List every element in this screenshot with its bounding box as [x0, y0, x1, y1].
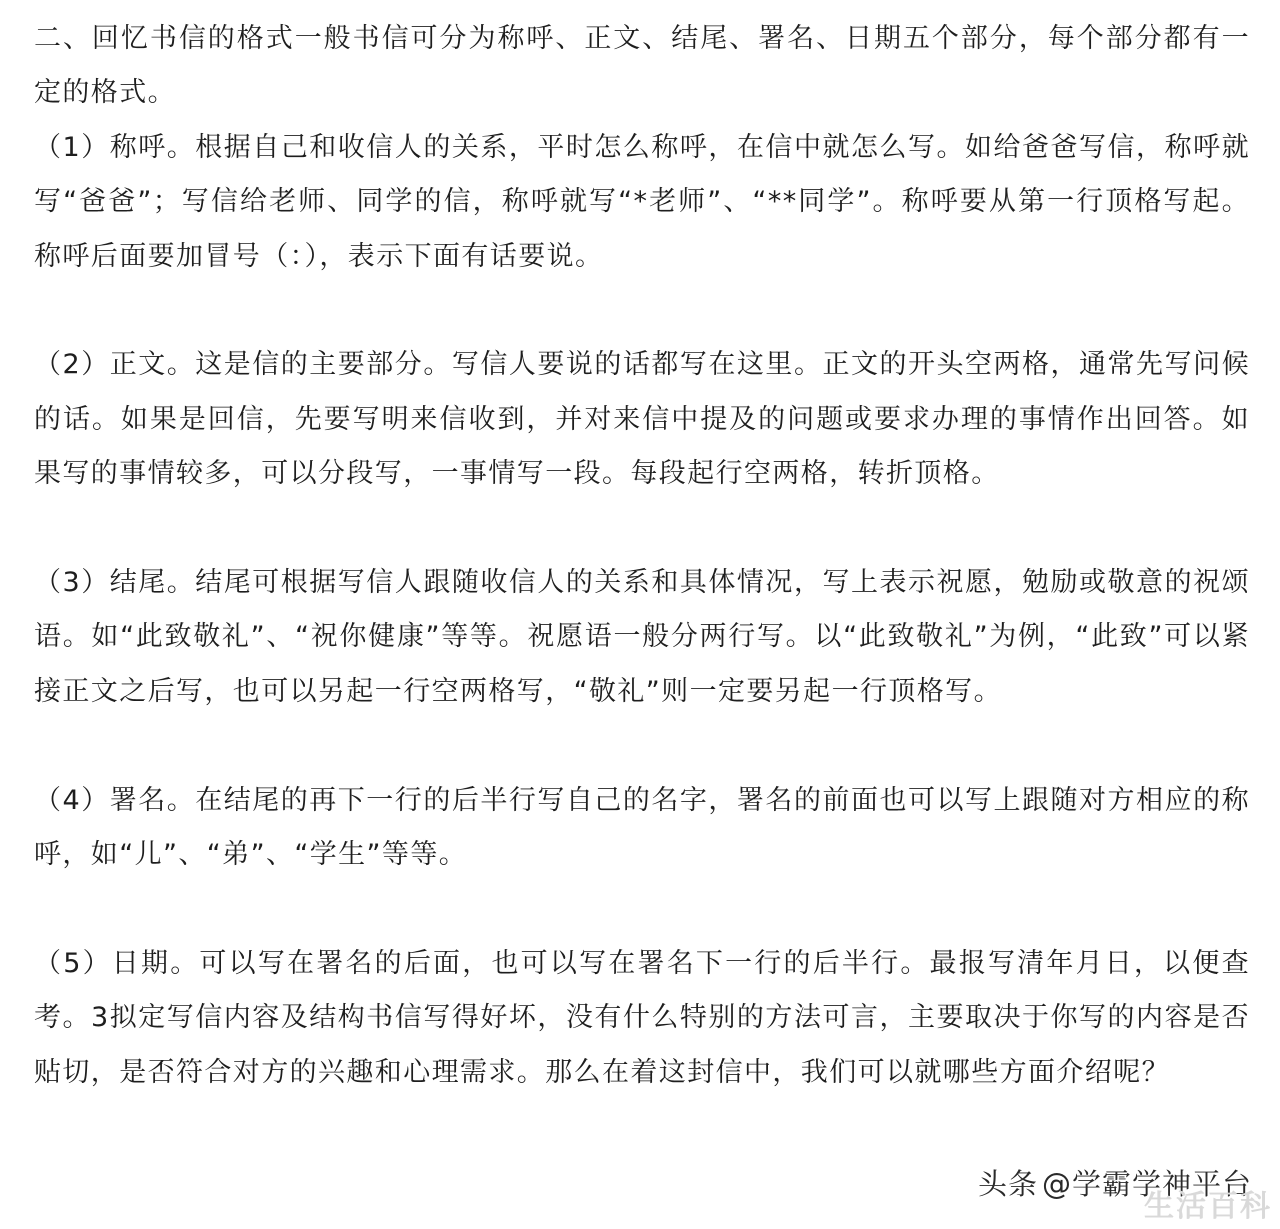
corner-watermark: 生活百科 [1144, 1189, 1272, 1224]
paragraph-spacer [34, 719, 1250, 773]
document-body [34, 12, 1250, 1100]
watermark-source: 头条 [977, 1167, 1038, 1201]
date-paragraph: （5）日期。可以写在署名的后面，也可以写在署名下一行的后半行。最报写清年月日，以便查考。3拟定写信内容及结构书信写得好坏，没有什么特别的方法可言，主要取决于你写的内容是否贴切，是否符合对方的兴趣和心理需求。那么在着这封信中，我们可以就哪些方面介绍呢？ [34, 947, 1250, 1088]
signature-paragraph: （4）署名。在结尾的再下一行的后半行写自己的名字，署名的前面也可以写上跟随对方相应的称呼，如“儿”、“弟”、“学生”等等。 [34, 784, 1250, 871]
paragraph-spacer [34, 284, 1250, 338]
paragraph-spacer [34, 502, 1250, 556]
watermark-account: @学霸学神平台 [1041, 1167, 1252, 1201]
closing-paragraph: （3）结尾。结尾可根据写信人跟随收信人的关系和具体情况，写上表示祝愿，勉励或敬意的祝颂语。如“此致敬礼”、“祝你健康”等等。祝愿语一般分两行写。以“此致敬礼”为例，“此致”可以紧接正文之后写，也可以另起一行空两格写，“敬礼”则一定要另起一行顶格写。 [34, 567, 1250, 707]
salutation-paragraph: （1）称呼。根据自己和收信人的关系，平时怎么称呼，在信中就怎么写。如给爸爸写信，称呼就写“爸爸”；写信给老师、同学的信，称呼就写“*老师”、“**同学”。称呼要从第一行顶格写起。称呼后面要加冒号（：），表示下面有话要说。 [34, 131, 1250, 272]
paragraph-spacer [34, 882, 1250, 936]
body-paragraph: （2）正文。这是信的主要部分。写信人要说的话都写在这里。正文的开头空两格，通常先写问候的话。如果是回信，先要写明来信收到，并对来信中提及的问题或要求办理的事情作出回答。如果写的事情较多，可以分段写，一事情写一段。每段起行空两格，转折顶格。 [34, 349, 1250, 490]
intro-paragraph: 二、回忆书信的格式一般书信可分为称呼、正文、结尾、署名、日期五个部分，每个部分都有一定的格式。 [34, 23, 1250, 109]
